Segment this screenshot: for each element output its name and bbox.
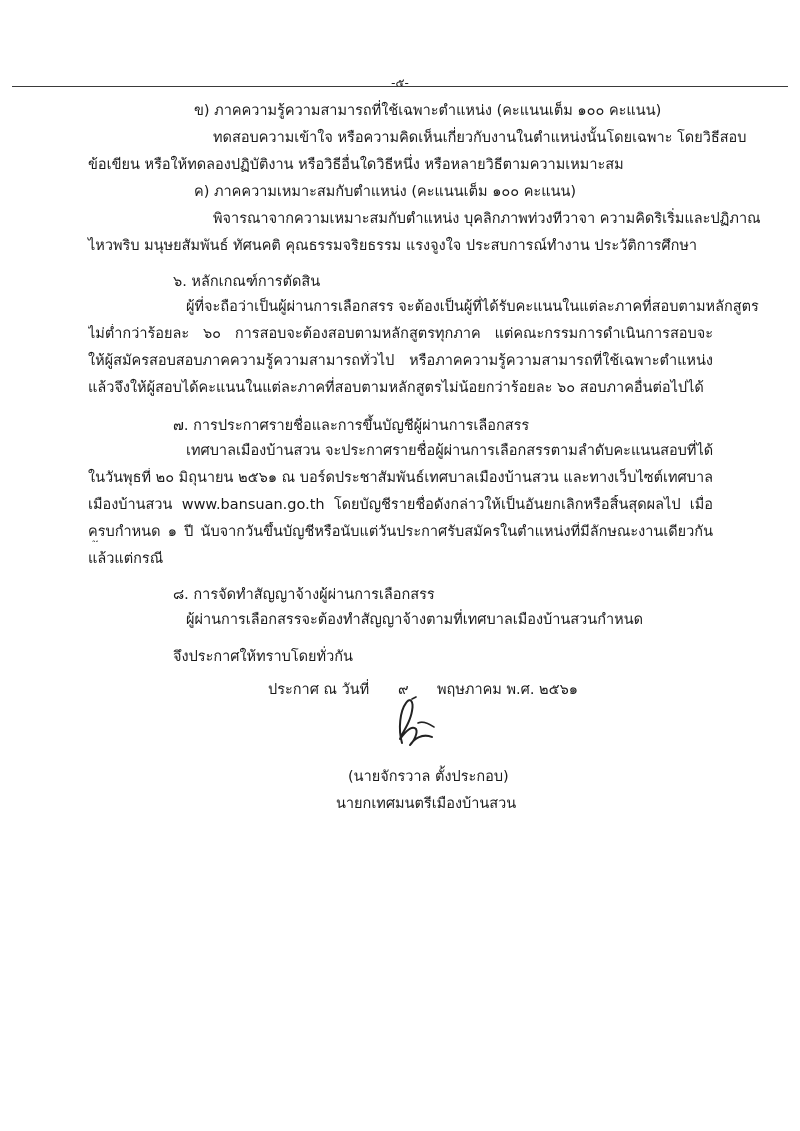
closing-announcement: จึงประกาศให้ทราบโดยทั่วกัน [173,649,353,665]
section-6-line-3: ให้ผู้สมัครสอบสอบภาคความรู้ความสามารถทั่วไป หรือภาคความรู้ความสามารถที่ใช้เฉพาะตำแหน่ง [88,353,713,369]
section-7-line-2: ในวันพุธที่ ๒๐ มิถุนายน ๒๕๖๑ ณ บอร์ดประชาสัมพันธ์เทศบาลเมืองบ้านสวน และทางเว็บไซต์เทศบาล [88,470,713,486]
section-8-line-1: ผู้ผ่านการเลือกสรรจะต้องทำสัญญาจ้างตามที่เทศบาลเมืองบ้านสวนกำหนด [186,612,644,628]
section-6-heading: ๖. หลักเกณฑ์การตัดสิน [173,274,321,290]
signatory-title: นายกเทศมนตรีเมืองบ้านสวน [336,796,517,812]
section-c-line-1: พิจารณาจากความเหมาะสมกับตำแหน่ง บุคลิกภาพท่วงทีวาจา ความคิดริเริ่มและปฏิภาณ [213,211,761,227]
signature [388,693,440,751]
section-b-line-2: ข้อเขียน หรือให้ทดลองปฏิบัติงาน หรือวิธีอื่นใดวิธีหนึ่ง หรือหลายวิธีตามความเหมาะสม [88,157,624,173]
section-7-line-1: เทศบาลเมืองบ้านสวน จะประกาศรายชื่อผู้ผ่านการเลือกสรรตามลำดับคะแนนสอบที่ได้ [186,443,714,459]
section-7-line-4: ครบกำหนด ๑ ปี นับจากวันขึ้นบัญชีหรือนับแต่วันประกาศรับสมัครในตำแหน่งที่มีลักษณะงานเดียวกัน [88,524,713,540]
section-b-heading: ข) ภาคความรู้ความสามารถที่ใช้เฉพาะตำแหน่ง (คะแนนเต็ม ๑๐๐ คะแนน) [194,103,662,119]
section-8-heading: ๘. การจัดทำสัญญาจ้างผู้ผ่านการเลือกสรร [173,587,435,603]
section-7-line-3: เมืองบ้านสวน www.bansuan.go.th โดยบัญชีรายชื่อดังกล่าวให้เป็นอันยกเลิกหรือสิ้นสุดผลไป เมื่อ [88,497,713,513]
section-6-line-2: ไม่ต่ำกว่าร้อยละ ๖๐ การสอบจะต้องสอบตามหลักสูตรทุกภาค แต่คณะกรรมการดำเนินการสอบจะ [88,326,713,342]
section-c-line-2: ไหวพริบ มนุษยสัมพันธ์ ทัศนคติ คุณธรรมจริยธรรม แรงจูงใจ ประสบการณ์ทำงาน ประวัติการศึกษา [88,238,698,254]
announcement-date-prefix: ประกาศ ณ วันที่ [268,682,370,698]
section-7-line-5: แล้วแต่กรณี [88,551,164,567]
announcement-month-year: พฤษภาคม พ.ศ. ๒๕๖๑ [437,682,578,698]
section-c-heading: ค) ภาคความเหมาะสมกับตำแหน่ง (คะแนนเต็ม ๑๐๐ คะแนน) [194,184,577,200]
announcement-day: ๙ [398,682,409,698]
section-6-line-1: ผู้ที่จะถือว่าเป็นผู้ผ่านการเลือกสรร จะต้องเป็นผู้ที่ได้รับคะแนนในแต่ละภาคที่สอบตามหลักสูตร [186,299,759,315]
section-7-heading: ๗. การประกาศรายชื่อและการขึ้นบัญชีผู้ผ่านการเลือกสรร [173,418,530,434]
signatory-name: (นายจักรวาล ตั้งประกอบ) [348,769,509,785]
section-6-line-4: แล้วจึงให้ผู้สอบได้คะแนนในแต่ละภาคที่สอบตามหลักสูตรไม่น้อยกว่าร้อยละ ๖๐ สอบภาคอื่นต่อไปได้ [88,380,704,396]
section-b-line-1: ทดสอบความเข้าใจ หรือความคิดเห็นเกี่ยวกับงานในตำแหน่งนั้นโดยเฉพาะ โดยวิธีสอบ [213,130,747,146]
header-divider [12,86,788,87]
page-number: -๕- [391,76,409,90]
